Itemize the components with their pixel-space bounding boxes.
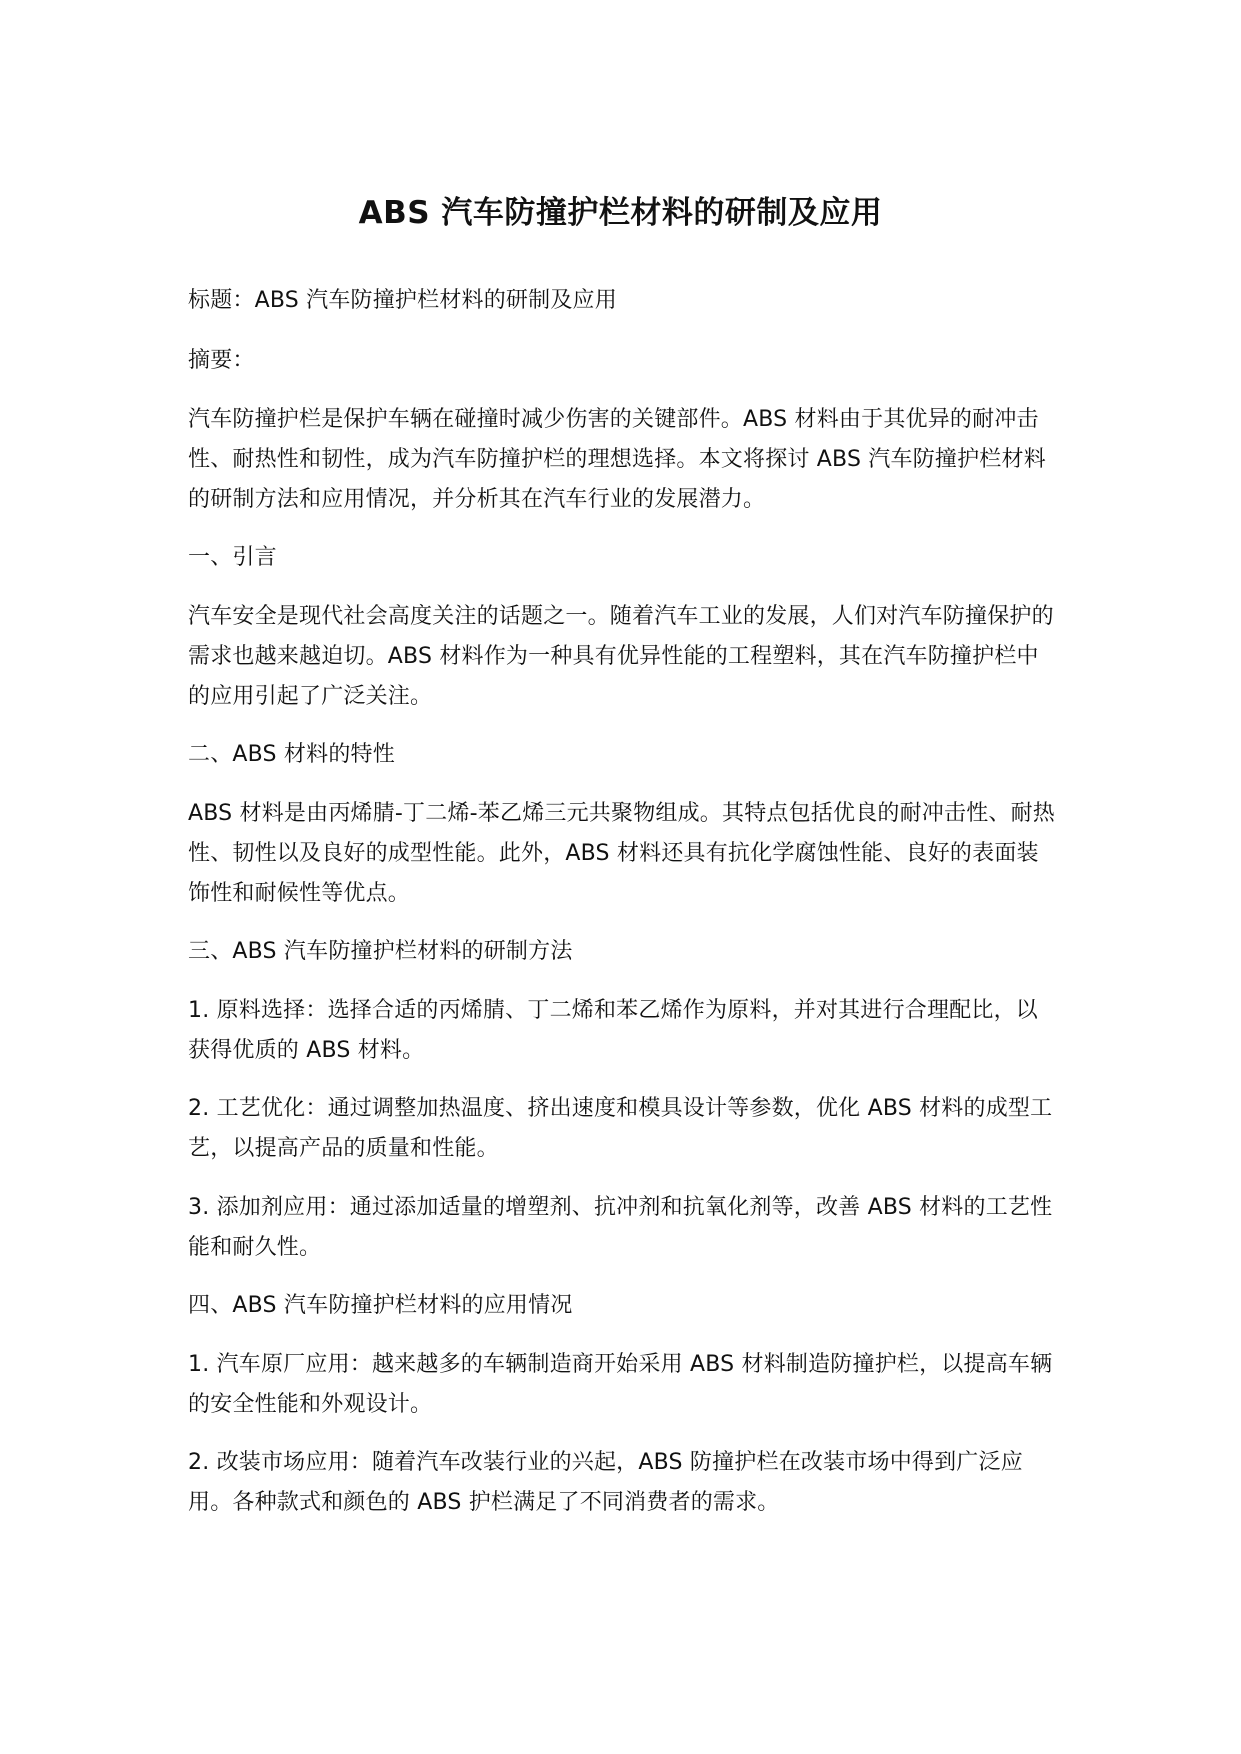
methods-item-process: 2. 工艺优化：通过调整加热温度、挤出速度和模具设计等参数，优化 ABS 材料的成型工艺，以提高产品的质量和性能。 <box>188 1096 1053 1161</box>
abstract-label: 摘要： <box>188 348 255 373</box>
applications-item-aftermarket: 2. 改装市场应用：随着汽车改装行业的兴起，ABS 防撞护栏在改装市场中得到广泛应用。各种款式和颜色的 ABS 护栏满足了不同消费者的需求。 <box>188 1450 1023 1515</box>
abstract-paragraph: 汽车防撞护栏是保护车辆在碰撞时减少伤害的关键部件。ABS 材料由于其优异的耐冲击性、耐热性和韧性，成为汽车防撞护栏的理想选择。本文将探讨 ABS 汽车防撞护栏材料的研制方法和应用情况，并分析其在汽车行业的发展潜力。 <box>188 407 1046 512</box>
section-heading-properties: 二、ABS 材料的特性 <box>188 742 395 767</box>
applications-item-oem: 1. 汽车原厂应用：越来越多的车辆制造商开始采用 ABS 材料制造防撞护栏，以提高车辆的安全性能和外观设计。 <box>188 1352 1053 1417</box>
document-title: ABS 汽车防撞护栏材料的研制及应用 <box>358 194 883 231</box>
section-heading-applications: 四、ABS 汽车防撞护栏材料的应用情况 <box>188 1293 573 1318</box>
methods-item-additives: 3. 添加剂应用：通过添加适量的增塑剂、抗冲剂和抗氧化剂等，改善 ABS 材料的工艺性能和耐久性。 <box>188 1195 1053 1260</box>
introduction-paragraph: 汽车安全是现代社会高度关注的话题之一。随着汽车工业的发展，人们对汽车防撞保护的需求也越来越迫切。ABS 材料作为一种具有优异性能的工程塑料，其在汽车防撞护栏中的应用引起了广泛关注。 <box>188 604 1054 709</box>
subject-line: 标题：ABS 汽车防撞护栏材料的研制及应用 <box>188 288 617 313</box>
section-heading-methods: 三、ABS 汽车防撞护栏材料的研制方法 <box>188 939 573 964</box>
section-heading-introduction: 一、引言 <box>188 545 277 570</box>
methods-item-raw-materials: 1. 原料选择：选择合适的丙烯腈、丁二烯和苯乙烯作为原料，并对其进行合理配比，以获得优质的 ABS 材料。 <box>188 998 1038 1063</box>
properties-paragraph: ABS 材料是由丙烯腈-丁二烯-苯乙烯三元共聚物组成。其特点包括优良的耐冲击性、耐热性、韧性以及良好的成型性能。此外，ABS 材料还具有抗化学腐蚀性能、良好的表面装饰性和耐候性等优点。 <box>188 801 1055 906</box>
